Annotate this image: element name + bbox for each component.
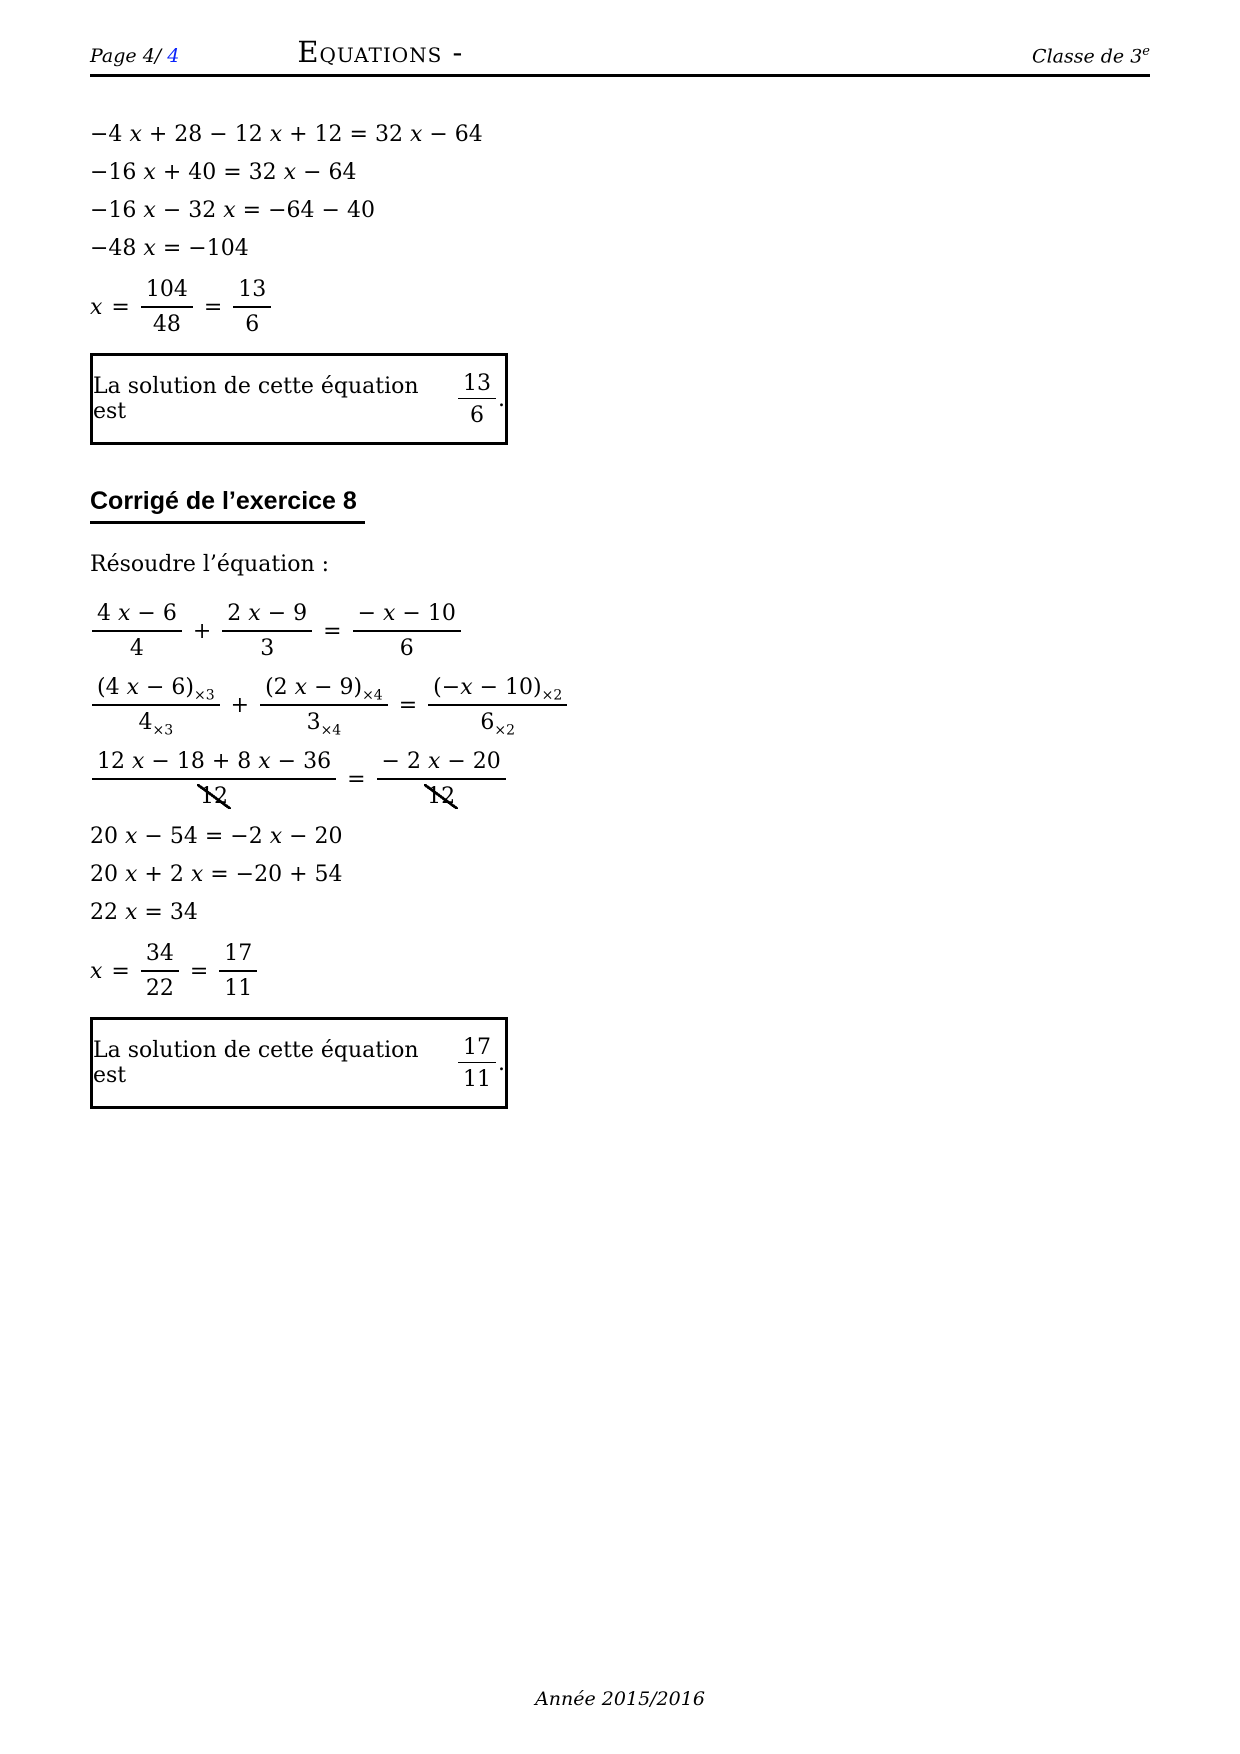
multiplier-subscript: ×3: [194, 687, 215, 704]
page-footer: Année 2015/2016: [535, 1688, 705, 1710]
equals-sign: =: [111, 294, 130, 320]
fraction: [233, 277, 271, 337]
fraction-denominator: 6: [470, 402, 484, 428]
fraction-denominator: 11: [463, 1066, 491, 1092]
fraction-numerator: 13: [233, 277, 271, 308]
math-symbol: x: [90, 958, 103, 984]
fraction-denominator: [377, 780, 506, 809]
fraction-denominator: 22: [145, 976, 174, 1001]
fraction-numerator: − x − 10: [353, 601, 461, 632]
equation-line-fraction: [90, 601, 1150, 661]
equation-line: −16 x − 32 x = −64 − 40: [90, 198, 375, 223]
cancelled-denominator: 12: [424, 784, 458, 809]
multiplier-subscript: ×2: [494, 722, 516, 739]
multiplier-subscript: ×2: [541, 687, 563, 704]
multiplier-subscript: ×4: [320, 722, 342, 739]
exercise-instruction: Résoudre l’équation :: [90, 552, 330, 577]
fraction-numerator: − 2 x − 20: [377, 749, 506, 780]
equation-line: 22 x = 34: [90, 900, 198, 925]
solution-text: La solution de cette équation est: [93, 1038, 419, 1088]
fraction-numerator: 2 x − 9: [222, 601, 312, 632]
fraction-denominator: 4: [129, 636, 144, 661]
fraction: [458, 1035, 496, 1092]
exercise-heading: Corrigé de l’exercice 8: [90, 487, 365, 524]
fraction-numerator: 34: [141, 941, 179, 972]
page-content: [90, 77, 1150, 1109]
class-level-text: Classe de 3: [1032, 45, 1143, 67]
equation-line-fraction: [90, 675, 1150, 739]
fraction-denominator: 6: [245, 312, 260, 337]
numerator-expression: (2 x − 9): [265, 675, 363, 700]
equals-sign: =: [323, 618, 342, 644]
equation-line: 20 x − 54 = −2 x − 20: [90, 824, 343, 849]
fraction: [92, 749, 336, 809]
fraction-numerator: 12 x − 18 + 8 x − 36: [92, 749, 336, 780]
fraction: [92, 601, 182, 661]
equation-line: −16 x + 40 = 32 x − 64: [90, 160, 357, 185]
denominator-expression: 3: [306, 710, 321, 735]
fraction: [377, 749, 506, 809]
fraction-numerator: 17: [219, 941, 257, 972]
class-level-superscript: e: [1142, 43, 1150, 59]
equals-sign: =: [189, 958, 209, 984]
fraction: [141, 277, 193, 337]
page-counter: [90, 45, 179, 67]
equation-line: −4 x + 28 − 12 x + 12 = 32 x − 64: [90, 122, 483, 147]
equation-line-fraction: [90, 749, 1150, 809]
fraction-numerator: 13: [458, 371, 496, 399]
plus-sign: +: [230, 692, 250, 718]
fraction-numerator: [260, 675, 388, 706]
fraction-denominator: [92, 780, 336, 809]
page-counter-label: Page 4/: [90, 45, 168, 67]
fraction-numerator: [428, 675, 567, 706]
fraction: [222, 601, 312, 661]
solution-box: [90, 1017, 508, 1109]
fraction: [92, 675, 220, 739]
page-number-link[interactable]: 4: [167, 45, 180, 67]
fraction: [353, 601, 461, 661]
equation-line-fraction: [90, 941, 1150, 1001]
fraction-denominator: 48: [152, 312, 181, 337]
solution-box: [90, 353, 508, 445]
fraction-numerator: [92, 675, 220, 706]
cancelled-denominator: 12: [197, 784, 231, 809]
fraction-denominator: [92, 706, 220, 739]
class-level-label: [1032, 44, 1150, 67]
page-header: [90, 0, 1150, 77]
fraction: [219, 941, 257, 1001]
fraction: [141, 941, 179, 1001]
equation-line-fraction: [90, 277, 1150, 337]
fraction-denominator: [260, 706, 388, 739]
multiplier-subscript: ×3: [152, 722, 174, 739]
fraction: [260, 675, 388, 739]
fraction-numerator: 104: [141, 277, 193, 308]
equals-sign: =: [347, 766, 366, 792]
fraction: [428, 675, 567, 739]
equation-line: 20 x + 2 x = −20 + 54: [90, 862, 343, 887]
plus-sign: +: [192, 618, 212, 644]
numerator-expression: (4 x − 6): [97, 675, 194, 700]
fraction: [458, 371, 496, 428]
equals-sign: =: [398, 692, 418, 718]
period: .: [498, 1050, 505, 1076]
multiplier-subscript: ×4: [362, 687, 383, 704]
fraction-denominator: 11: [224, 976, 253, 1001]
equals-sign: =: [111, 958, 130, 984]
math-symbol: x: [90, 294, 103, 320]
equals-sign: =: [203, 294, 223, 320]
fraction-numerator: 4 x − 6: [92, 601, 182, 632]
period: .: [498, 386, 505, 412]
denominator-expression: 6: [480, 710, 495, 735]
solution-text: La solution de cette équation est: [93, 374, 419, 424]
fraction-denominator: 3: [260, 636, 275, 661]
fraction-denominator: [428, 706, 567, 739]
document-title: Equations -: [297, 35, 464, 69]
denominator-expression: 4: [138, 710, 153, 735]
numerator-expression: (−x − 10): [433, 675, 542, 700]
fraction-denominator: 6: [399, 636, 414, 661]
fraction-numerator: 17: [458, 1035, 496, 1063]
equation-line: −48 x = −104: [90, 236, 249, 261]
